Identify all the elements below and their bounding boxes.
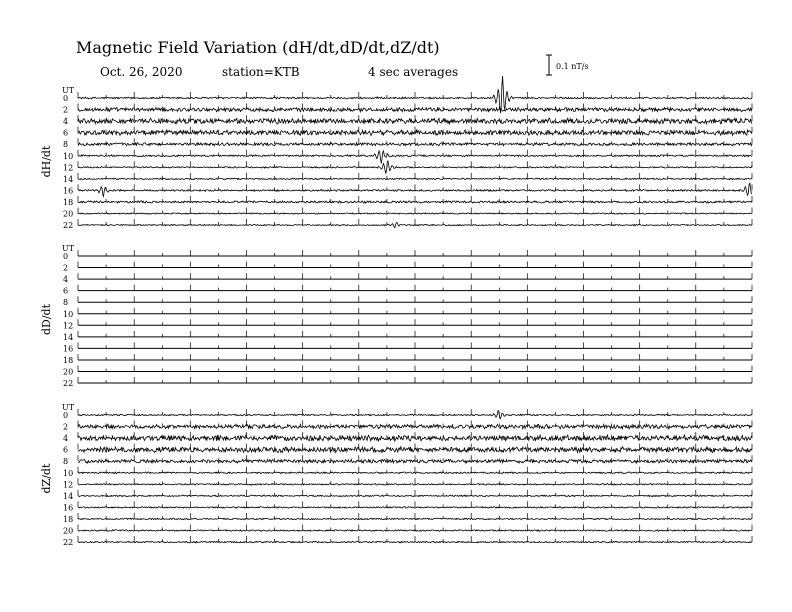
scale-bar (546, 55, 552, 75)
ut-axis-label: UT (62, 403, 75, 412)
row-label: 18 (63, 197, 74, 207)
tick-marks (78, 525, 752, 531)
panel-ylabel: dH/dt (40, 145, 53, 178)
row-label: 6 (63, 128, 69, 138)
tick-marks (78, 150, 752, 156)
row-label: 2 (63, 263, 69, 273)
panel-ylabel: dD/dt (40, 304, 53, 336)
row-label: 14 (63, 332, 74, 342)
tick-marks (78, 455, 752, 461)
trace-line (78, 143, 752, 146)
tick-marks (78, 273, 752, 279)
tick-marks (78, 490, 752, 496)
row-label: 0 (63, 94, 69, 103)
row-label: 16 (63, 503, 74, 513)
averaging-label: 4 sec averages (368, 65, 459, 79)
row-label: 12 (63, 163, 74, 173)
row-label: 4 (63, 275, 69, 285)
row-label: 12 (63, 321, 74, 331)
tick-marks (78, 262, 752, 268)
row-label: 16 (63, 186, 74, 196)
row-label: 6 (63, 286, 69, 296)
ut-axis-label: UT (62, 86, 75, 95)
row-label: 2 (63, 422, 69, 432)
tick-marks (78, 296, 752, 302)
date-label: Oct. 26, 2020 (100, 65, 183, 79)
trace-line (78, 130, 752, 135)
row-label: 22 (63, 379, 74, 389)
tick-marks (78, 285, 752, 291)
tick-marks (78, 377, 752, 383)
tick-marks (78, 354, 752, 360)
ut-axis-label: UT (62, 244, 75, 253)
row-label: 2 (63, 105, 69, 115)
row-label: 10 (63, 151, 74, 161)
row-label: 20 (63, 526, 74, 536)
chart-title: Magnetic Field Variation (dH/dt,dD/dt,dZ/dt) (76, 38, 440, 57)
row-label: 8 (63, 457, 69, 467)
station-label: station=KTB (222, 65, 300, 79)
tick-marks (78, 421, 752, 427)
row-label: 4 (63, 434, 69, 444)
row-label: 0 (63, 252, 69, 261)
tick-marks (78, 184, 752, 190)
row-label: 12 (63, 480, 74, 490)
scale-bar-label: 0.1 nT/s (556, 62, 589, 71)
row-label: 20 (63, 209, 74, 219)
tick-marks (78, 366, 752, 372)
tick-marks (78, 250, 752, 256)
tick-marks (78, 501, 752, 507)
tick-marks (78, 342, 752, 348)
row-label: 10 (63, 309, 74, 319)
trace-line (78, 518, 752, 520)
tick-marks (78, 319, 752, 325)
tick-marks (78, 331, 752, 337)
trace-line (78, 447, 752, 453)
row-label: 22 (63, 221, 74, 231)
tick-marks (78, 173, 752, 179)
row-label: 20 (63, 367, 74, 377)
trace-line (78, 541, 752, 543)
row-label: 14 (63, 491, 74, 501)
row-label: 8 (63, 298, 69, 308)
row-label: 0 (63, 411, 69, 420)
row-label: 22 (63, 538, 74, 548)
row-label: 14 (63, 174, 74, 184)
row-label: 16 (63, 344, 74, 354)
row-label: 8 (63, 140, 69, 150)
panel-ylabel: dZ/dt (40, 463, 53, 494)
row-label: 18 (63, 514, 74, 524)
tick-marks (78, 219, 752, 225)
row-label: 18 (63, 355, 74, 365)
row-label: 10 (63, 468, 74, 478)
tick-marks (78, 308, 752, 314)
tick-marks (78, 208, 752, 214)
row-label: 6 (63, 445, 69, 455)
row-label: 4 (63, 117, 69, 127)
